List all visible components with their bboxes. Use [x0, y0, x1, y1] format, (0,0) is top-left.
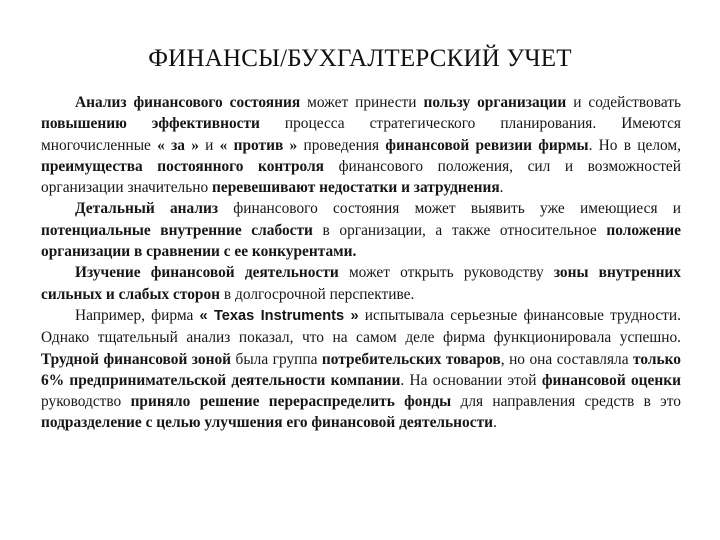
- bold-text: Анализ финансового состояния: [75, 94, 301, 111]
- bold-text: финансовой оценки: [541, 371, 681, 389]
- text: и: [198, 136, 220, 154]
- bold-text: Детальный анализ: [75, 200, 219, 218]
- text: . Но в целом,: [588, 136, 681, 154]
- bold-text: Трудной финансовой зоной: [41, 350, 232, 368]
- bold-text: потенциальные внутренние слабости: [41, 221, 313, 239]
- text: , но она составляла: [500, 350, 634, 368]
- bold-text: Изучение финансовой деятельности: [75, 264, 339, 282]
- text: в организации, а также относительное: [312, 221, 607, 239]
- body-text: [41, 92, 681, 434]
- text: финансового положения, сил и возможностей организации значительно: [41, 157, 681, 197]
- text: и содействовать: [566, 94, 681, 111]
- bold-text: положение организации в сравнении с ее конкурентами.: [41, 221, 681, 261]
- text: была группа: [231, 350, 322, 368]
- text: .: [493, 414, 497, 432]
- bold-text: « за »: [157, 136, 199, 154]
- text: для направления средств в это: [451, 393, 681, 411]
- text: .: [499, 179, 504, 197]
- bold-text: пользу организации: [423, 94, 567, 111]
- text: финансового состояния может выявить уже имеющиеся и: [218, 200, 681, 218]
- text: проведения: [297, 136, 386, 154]
- bold-text: « Texas Instruments »: [199, 307, 359, 324]
- text: руководство: [41, 393, 131, 411]
- page-title: ФИНАНСЫ/БУХГАЛТЕРСКИЙ УЧЕТ: [148, 45, 572, 72]
- text: в долгосрочной перспективе.: [220, 285, 415, 303]
- bold-text: « против »: [219, 136, 298, 154]
- text: Например, фирма: [75, 306, 200, 324]
- text: процесса стратегического планирования. Имеются многочисленные: [41, 115, 681, 154]
- text: может принести: [300, 94, 424, 111]
- bold-text: потребительских товаров: [321, 350, 501, 368]
- bold-text: повышению эффективности: [41, 115, 260, 133]
- text: испытывала серьезные финансовые трудности. Однако тщательный анализ показал, что на самом деле фирма функционировала успешно.: [41, 306, 681, 347]
- paragraph-2: [41, 198, 681, 262]
- bold-text: преимущества постоянного контроля: [41, 157, 325, 175]
- bold-text: подразделение с целью улучшения его финансовой деятельности: [41, 414, 493, 432]
- paragraph-4: [41, 305, 681, 434]
- text: может открыть руководству: [338, 264, 554, 282]
- text: . На основании этой: [400, 371, 542, 389]
- paragraph-3: [41, 262, 681, 305]
- bold-text: только 6% предпринимательской деятельности компании: [41, 350, 681, 389]
- bold-text: приняло решение перераспределить фонды: [130, 393, 452, 411]
- paragraph-1: [41, 92, 681, 198]
- bold-text: зоны внутренних сильных и слабых сторон: [41, 264, 681, 303]
- bold-text: финансовой ревизии фирмы: [385, 136, 589, 154]
- bold-text: перевешивают недостатки и затруднения: [212, 179, 500, 197]
